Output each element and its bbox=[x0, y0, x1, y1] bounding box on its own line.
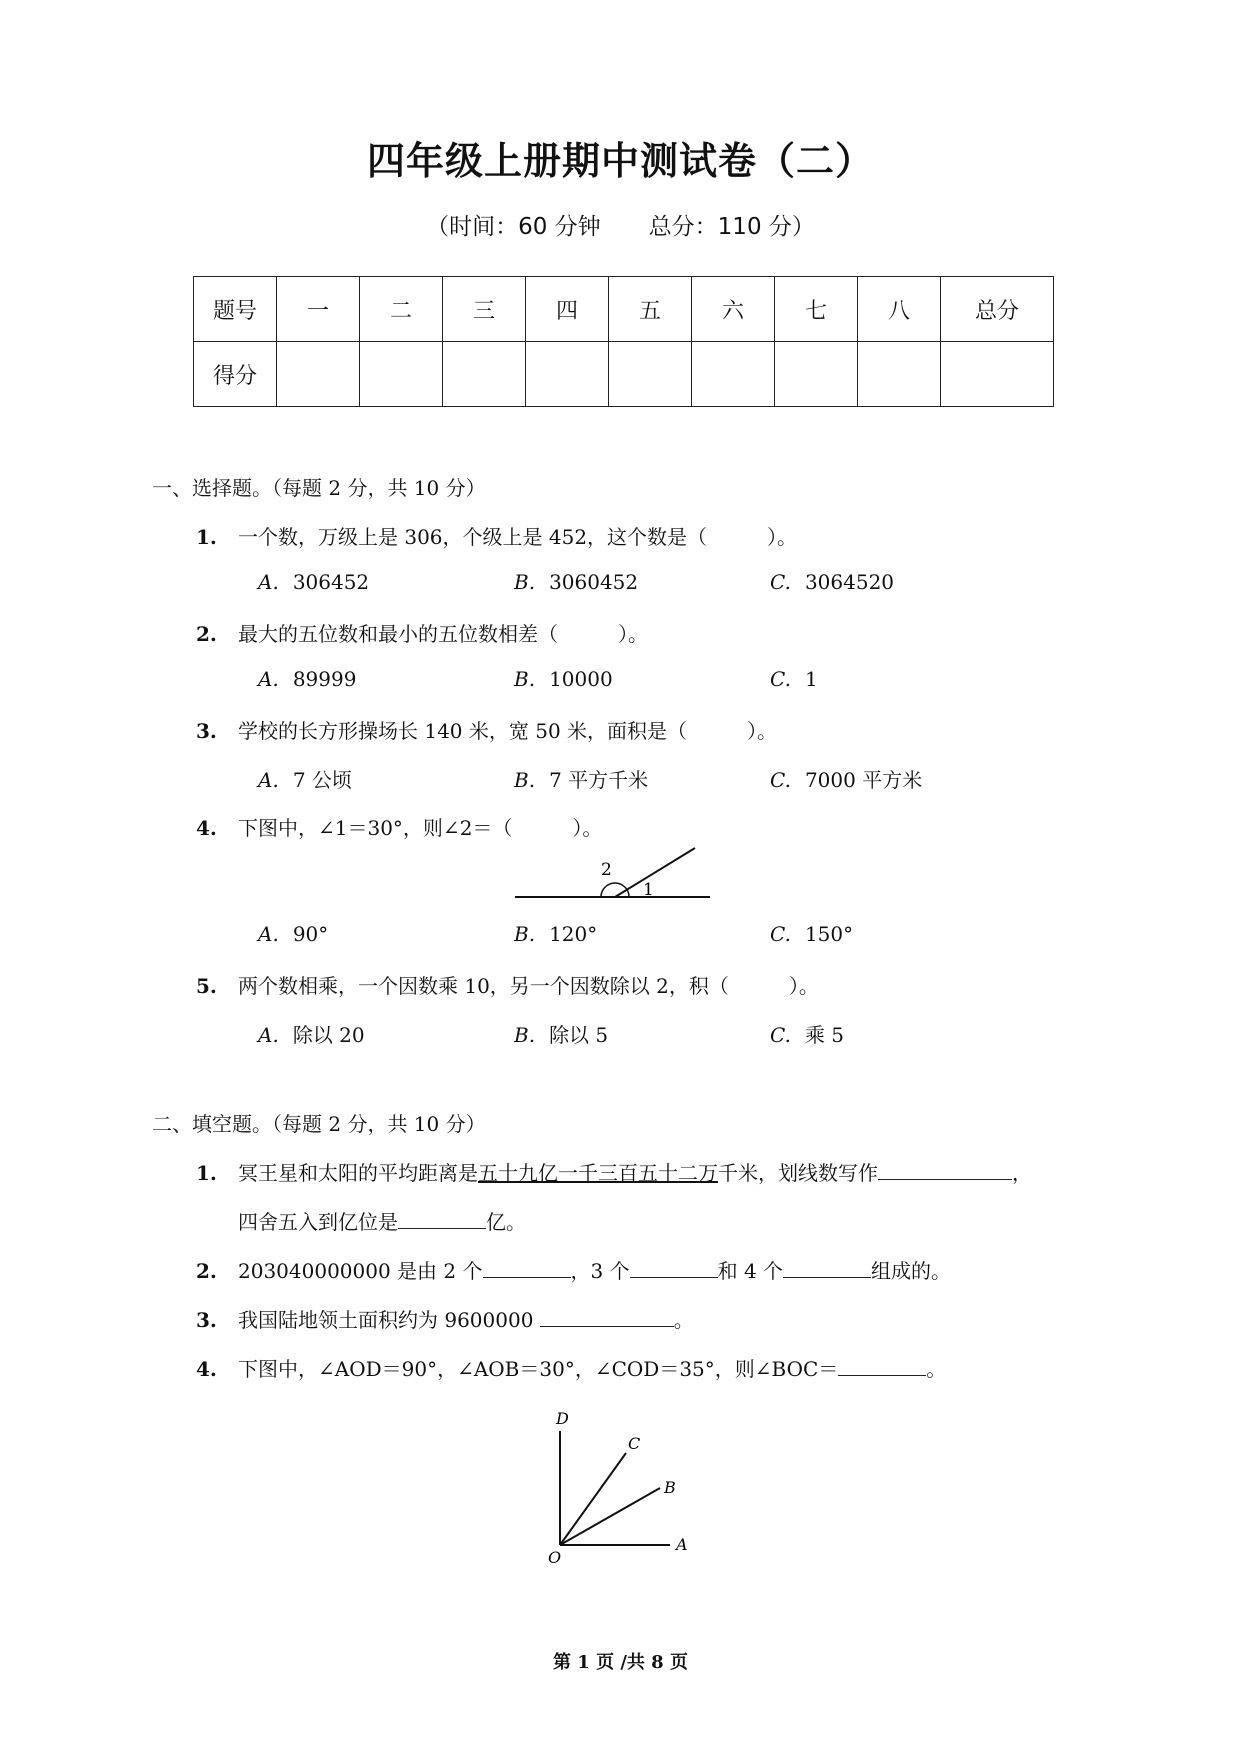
question bbox=[196, 1304, 694, 1333]
question-text: 最大的五位数和最小的五位数相差（ ）。 bbox=[238, 622, 648, 646]
option[interactable]: C. 乘 5 bbox=[770, 1023, 845, 1047]
point-c-label: C bbox=[628, 1434, 641, 1453]
header-cell: 题号 bbox=[194, 277, 277, 342]
question bbox=[196, 618, 648, 647]
angle-2-label: 2 bbox=[601, 860, 612, 880]
option[interactable]: B. 120° bbox=[514, 922, 598, 946]
question bbox=[196, 1353, 946, 1382]
exam-total: 总分：110 分） bbox=[648, 214, 815, 240]
angle-figure bbox=[515, 845, 715, 905]
score-table-score-row bbox=[194, 342, 1054, 407]
point-b-label: B bbox=[664, 1478, 676, 1497]
score-cell[interactable] bbox=[443, 342, 526, 407]
question-number: 5. bbox=[196, 974, 217, 998]
answer-blank[interactable] bbox=[838, 1355, 926, 1376]
question bbox=[196, 521, 797, 550]
option[interactable]: C. 3064520 bbox=[770, 570, 895, 594]
question-text: 下图中，∠AOD＝90°，∠AOB＝30°，∠COD＝35°，则∠BOC＝ bbox=[238, 1357, 839, 1381]
exam-time: （时间：60 分钟 bbox=[426, 214, 601, 240]
answer-blank[interactable] bbox=[783, 1257, 871, 1278]
question-number: 2. bbox=[196, 622, 217, 646]
question-text: 和 4 个 bbox=[717, 1259, 784, 1283]
ray-ob bbox=[560, 1488, 660, 1545]
option[interactable]: B. 除以 5 bbox=[514, 1023, 609, 1047]
question-number: 2. bbox=[196, 1259, 217, 1283]
score-cell[interactable] bbox=[941, 342, 1054, 407]
row-label: 得分 bbox=[194, 342, 277, 407]
option[interactable]: A. 90° bbox=[258, 922, 329, 946]
answer-blank[interactable] bbox=[483, 1257, 571, 1278]
question-text: 学校的长方形操场长 140 米，宽 50 米，面积是（ ）。 bbox=[238, 719, 778, 743]
question-text: 。 bbox=[673, 1308, 694, 1332]
question-text: 下图中，∠1＝30°，则∠2＝（ ）。 bbox=[238, 816, 603, 840]
question-number: 3. bbox=[196, 719, 217, 743]
page-title: 四年级上册期中测试卷（二） bbox=[366, 139, 874, 183]
score-table bbox=[193, 276, 1054, 407]
question-number: 4. bbox=[196, 816, 217, 840]
option[interactable]: B. 7 平方千米 bbox=[514, 768, 649, 792]
ray-oc bbox=[560, 1453, 626, 1545]
option[interactable]: B. 3060452 bbox=[514, 570, 639, 594]
point-a-label: A bbox=[676, 1535, 688, 1554]
section-heading: 二、填空题。（每题 2 分，共 10 分） bbox=[152, 1112, 486, 1136]
answer-blank[interactable] bbox=[540, 1306, 674, 1327]
point-o-label: O bbox=[548, 1548, 562, 1567]
question bbox=[196, 970, 819, 999]
question-text: 203040000000 是由 2 个 bbox=[238, 1259, 483, 1283]
point-d-label: D bbox=[556, 1409, 569, 1428]
header-cell: 六 bbox=[692, 277, 775, 342]
question-number: 3. bbox=[196, 1308, 217, 1332]
header-cell: 三 bbox=[443, 277, 526, 342]
header-cell: 五 bbox=[609, 277, 692, 342]
answer-blank[interactable] bbox=[630, 1257, 718, 1278]
question-text: 亿。 bbox=[486, 1210, 526, 1234]
question-text: 。 bbox=[926, 1357, 947, 1381]
question-text: ， bbox=[1012, 1161, 1032, 1185]
angle-1-label: 1 bbox=[643, 880, 654, 900]
underlined-number: 五十九亿一千三百五十二万 bbox=[478, 1161, 718, 1185]
option[interactable]: A. 306452 bbox=[258, 570, 370, 594]
angles-figure bbox=[540, 1405, 720, 1570]
question-text: 四舍五入到亿位是 bbox=[238, 1210, 398, 1234]
option[interactable]: C. 150° bbox=[770, 922, 854, 946]
option[interactable]: C. 1 bbox=[770, 667, 818, 691]
page-footer: 第 1 页 /共 8 页 bbox=[553, 1652, 688, 1673]
question-text: 组成的。 bbox=[871, 1259, 952, 1283]
question-number: 1. bbox=[196, 1161, 217, 1185]
section-heading: 一、选择题。（每题 2 分，共 10 分） bbox=[152, 476, 486, 500]
question-text: 一个数，万级上是 306，个级上是 452，这个数是（ ）。 bbox=[238, 525, 798, 549]
option[interactable]: B. 10000 bbox=[514, 667, 613, 691]
score-cell[interactable] bbox=[609, 342, 692, 407]
answer-blank[interactable] bbox=[878, 1159, 1012, 1180]
answer-blank[interactable] bbox=[398, 1208, 486, 1229]
question-text: 两个数相乘，一个因数乘 10，另一个因数除以 2，积（ ）。 bbox=[238, 974, 819, 998]
header-cell: 八 bbox=[858, 277, 941, 342]
question-text: 我国陆地领土面积约为 9600000 bbox=[238, 1308, 540, 1332]
score-cell[interactable] bbox=[360, 342, 443, 407]
score-cell[interactable] bbox=[775, 342, 858, 407]
exam-info bbox=[0, 208, 1241, 241]
header-cell: 总分 bbox=[941, 277, 1054, 342]
score-cell[interactable] bbox=[526, 342, 609, 407]
header-cell: 一 bbox=[277, 277, 360, 342]
question bbox=[196, 1255, 951, 1284]
option[interactable]: C. 7000 平方米 bbox=[770, 768, 923, 792]
option[interactable]: A. 除以 20 bbox=[258, 1023, 365, 1047]
score-cell[interactable] bbox=[858, 342, 941, 407]
score-table-header-row bbox=[194, 277, 1054, 342]
question bbox=[196, 1157, 1032, 1186]
header-cell: 二 bbox=[360, 277, 443, 342]
score-cell[interactable] bbox=[277, 342, 360, 407]
question-text: ，3 个 bbox=[570, 1259, 630, 1283]
question-number: 1. bbox=[196, 525, 217, 549]
header-cell: 七 bbox=[775, 277, 858, 342]
question bbox=[196, 715, 777, 744]
question-text: 千米，划线数写作 bbox=[718, 1161, 878, 1185]
header-cell: 四 bbox=[526, 277, 609, 342]
question-number: 4. bbox=[196, 1357, 217, 1381]
question-continued bbox=[238, 1206, 526, 1235]
option[interactable]: A. 89999 bbox=[258, 667, 357, 691]
question bbox=[196, 812, 602, 841]
option[interactable]: A. 7 公顷 bbox=[258, 768, 352, 792]
question-text: 冥王星和太阳的平均距离是 bbox=[238, 1161, 478, 1185]
score-cell[interactable] bbox=[692, 342, 775, 407]
